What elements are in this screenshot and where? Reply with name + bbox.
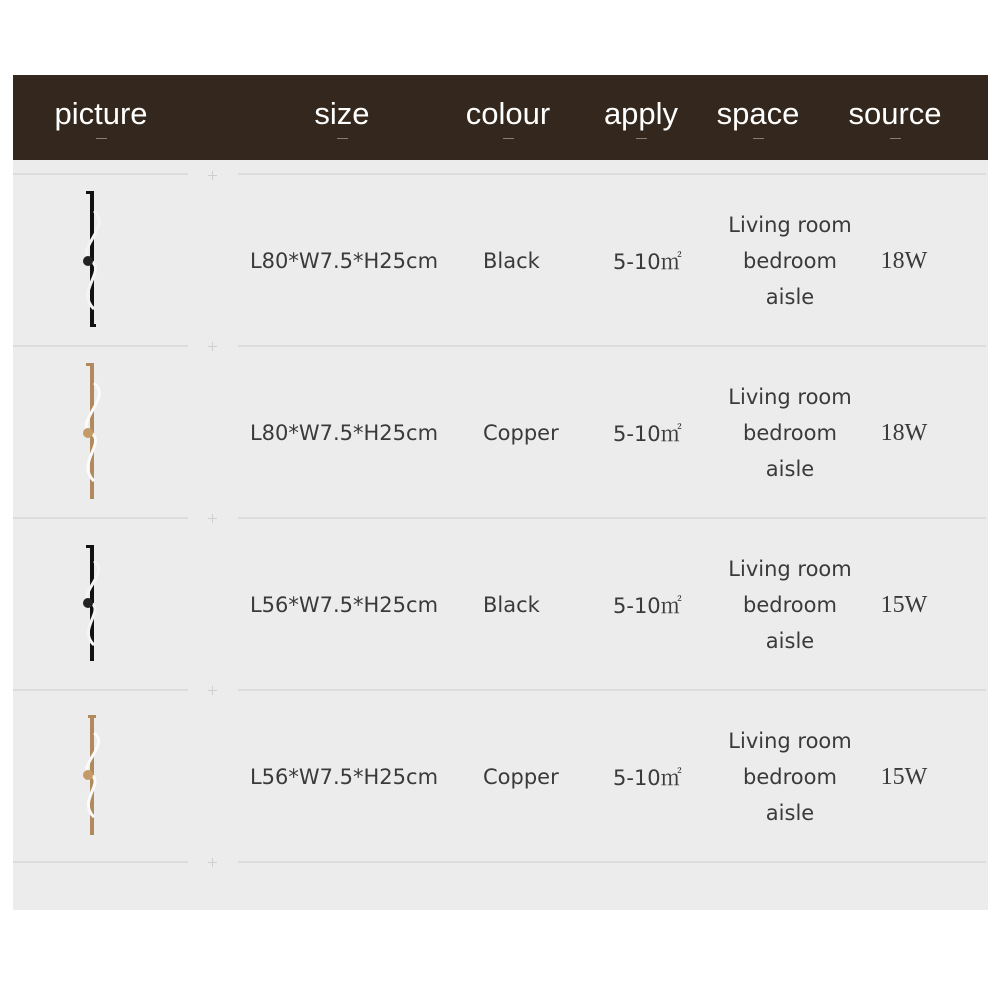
space-line: Living room <box>728 557 852 581</box>
header-space <box>708 75 808 160</box>
table-row <box>13 347 988 519</box>
lamp-picture <box>53 691 133 863</box>
apply-cell: 5-10㎡ <box>613 594 682 618</box>
size-cell: L56*W7.5*H25cm <box>249 765 439 789</box>
header-source-label: source <box>848 96 942 131</box>
header-size-label: size <box>314 96 370 131</box>
header-colour <box>453 75 563 160</box>
header-dash <box>753 138 764 139</box>
space-line: aisle <box>765 801 815 825</box>
table-row <box>13 691 988 863</box>
space-cell <box>725 347 855 519</box>
space-line: bedroom <box>743 765 837 789</box>
apply-cell: 5-10㎡ <box>613 250 682 274</box>
space-line: aisle <box>765 457 815 481</box>
space-line: aisle <box>765 629 815 653</box>
header-colour-label: colour <box>465 96 551 131</box>
space-line: bedroom <box>743 249 837 273</box>
source-cell: 15W <box>880 763 928 790</box>
colour-cell: Copper <box>483 421 559 445</box>
header-source <box>839 75 951 160</box>
header-size <box>299 75 385 160</box>
space-cell <box>725 691 855 863</box>
table-row <box>13 519 988 691</box>
size-cell: L80*W7.5*H25cm <box>249 421 439 445</box>
header-apply-label: apply <box>603 96 679 131</box>
table-row <box>13 175 988 347</box>
black-lamp-image <box>73 191 113 331</box>
lamp-picture <box>53 347 133 519</box>
header-dash <box>503 138 514 139</box>
space-line: aisle <box>765 285 815 309</box>
space-cell <box>725 175 855 347</box>
header-picture-label: picture <box>54 96 148 131</box>
space-line: bedroom <box>743 421 837 445</box>
space-cell <box>725 519 855 691</box>
source-cell: 18W <box>880 419 928 446</box>
table-header <box>13 75 988 160</box>
size-cell: L80*W7.5*H25cm <box>249 249 439 273</box>
copper-lamp-image <box>73 715 113 839</box>
header-space-label: space <box>716 96 800 131</box>
header-dash <box>96 138 107 139</box>
lamp-picture <box>53 519 133 691</box>
space-line: Living room <box>728 729 852 753</box>
colour-cell: Copper <box>483 765 559 789</box>
apply-cell: 5-10㎡ <box>613 422 682 446</box>
source-cell: 15W <box>880 591 928 618</box>
size-cell: L56*W7.5*H25cm <box>249 593 439 617</box>
space-line: Living room <box>728 385 852 409</box>
header-dash <box>636 138 647 139</box>
apply-cell: 5-10㎡ <box>613 766 682 790</box>
black-lamp-image <box>73 545 113 665</box>
space-line: bedroom <box>743 593 837 617</box>
lamp-picture <box>53 175 133 347</box>
colour-cell: Black <box>483 593 540 617</box>
colour-cell: Black <box>483 249 540 273</box>
header-dash <box>890 138 901 139</box>
header-dash <box>337 138 348 139</box>
space-line: Living room <box>728 213 852 237</box>
source-cell: 18W <box>880 247 928 274</box>
copper-lamp-image <box>73 363 113 503</box>
header-picture <box>41 75 161 160</box>
header-apply <box>591 75 691 160</box>
